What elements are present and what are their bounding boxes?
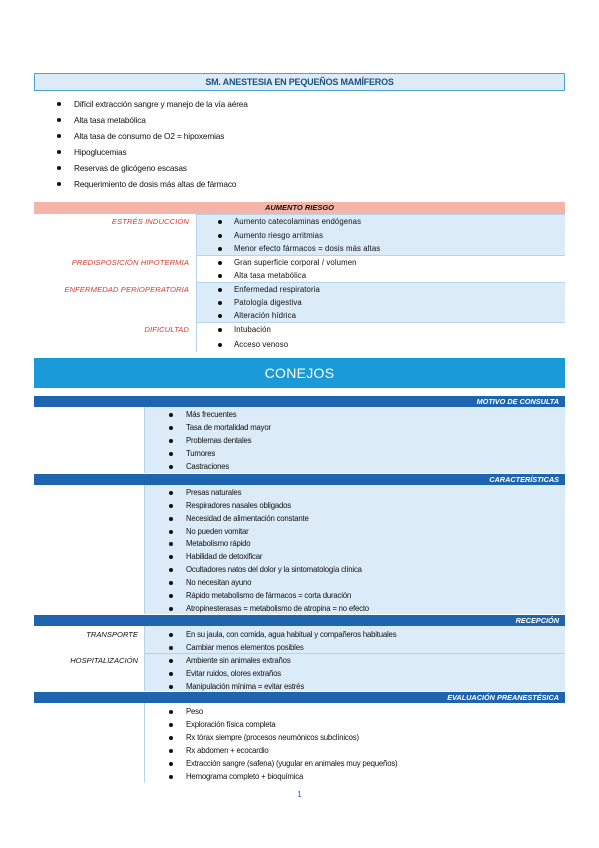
ar-item: Intubación	[234, 325, 271, 334]
ar-item: Enfermedad respiratoria	[234, 285, 320, 294]
caracteristicas-item: No necesitan ayuno	[186, 578, 252, 587]
recepcion-item: Manipulación mínima = evitar estrés	[186, 682, 305, 691]
evaluacion-divider	[144, 703, 145, 783]
evaluacion-item: Extracción sangre (safena) (yugular en animales muy pequeños)	[186, 759, 398, 768]
caracteristicas-item: No pueden vomitar	[186, 527, 249, 536]
intro-bullet: Alta tasa de consumo de O2 = hipoxemias	[74, 131, 225, 141]
motivo-item: Tumores	[186, 449, 216, 458]
evaluacion-item: Hemograma completo + bioquímica	[186, 772, 304, 781]
caracteristicas-divider	[144, 485, 145, 614]
caracteristicas-item: Habilidad de detoxificar	[186, 552, 263, 561]
evaluacion-item: Rx abdomen + ecocardio	[186, 746, 269, 755]
motivo-item: Tasa de mortalidad mayor	[186, 423, 271, 432]
ar-item: Aumento riesgo arritmias	[234, 231, 324, 240]
page-number: 1	[297, 790, 302, 799]
caracteristicas-item: Rápido metabolismo de fármacos = corta duración	[186, 591, 352, 600]
evaluacion-body	[145, 703, 565, 783]
ar-item: Alta tasa metabólica	[234, 271, 307, 280]
intro-bullet: Difícil extracción sangre y manejo de la vía aérea	[74, 99, 248, 109]
ar-item: Acceso venoso	[234, 340, 289, 349]
motivo-item: Problemas dentales	[186, 436, 252, 445]
aumento-riesgo-header: AUMENTO RIESGO	[34, 202, 565, 214]
recepcion-divider	[144, 626, 145, 691]
recepcion-item: Cambiar menos elementos posibles	[186, 643, 304, 652]
motivo-item: Castraciones	[186, 462, 230, 471]
ar-item: Menor efecto fármacos = dosis más altas	[234, 244, 381, 253]
motivo-divider	[144, 407, 145, 473]
ar-item: Gran superficie corporal / volumen	[234, 258, 357, 267]
ar-item: Alteración hídrica	[234, 311, 297, 320]
ar-label-hipotermia: PREDISPOSICIÓN HIPOTERMIA	[71, 258, 189, 267]
caracteristicas-item: Presas naturales	[186, 488, 242, 497]
conejos-banner: CONEJOS	[34, 358, 565, 388]
ar-item: Patología digestiva	[234, 298, 302, 307]
recepcion-label-transporte: TRANSPORTE	[86, 630, 138, 639]
recepcion-label-hospitalizacion: HOSPITALIZACIÓN	[70, 656, 138, 665]
recepcion-item: Evitar ruidos, olores extraños	[186, 669, 281, 678]
ar-label-estres: ESTRÉS INDUCCIÓN	[111, 217, 189, 226]
ar-item: Aumento catecolaminas endógenas	[234, 217, 362, 226]
ar-label-perioperatoria: ENFERMEDAD PERIOPERATORIA	[64, 285, 189, 294]
intro-bullet: Requerimiento de dosis más altas de fármaco	[74, 179, 237, 189]
caracteristicas-item: Ocultadores natos del dolor y la sintomatología clínica	[186, 565, 362, 574]
recepcion-item: En su jaula, con comida, agua habitual y compañeros habituales	[186, 630, 397, 639]
motivo-item: Más frecuentes	[186, 410, 237, 419]
evaluacion-item: Rx tórax siempre (procesos neumónicos subclínicos)	[186, 733, 359, 742]
ar-divider	[196, 214, 197, 352]
caracteristicas-item: Atropinesterasas = metabolismo de atropina = no efecto	[186, 604, 369, 613]
recepcion-item: Ambiente sin animales extraños	[186, 656, 291, 665]
intro-bullet: Hipoglucemias	[74, 147, 127, 157]
ar-label-dificultad: DIFICULTAD	[144, 325, 189, 334]
caracteristicas-item: Metabolismo rápido	[186, 539, 251, 548]
intro-bullet: Alta tasa metabólica	[74, 115, 146, 125]
evaluacion-item: Exploración física completa	[186, 720, 276, 729]
caracteristicas-header: CARACTERÍSTICAS	[34, 474, 565, 485]
caracteristicas-item: Necesidad de alimentación constante	[186, 514, 309, 523]
recepcion-row-divider	[145, 653, 565, 654]
intro-bullet: Reservas de glicógeno escasas	[74, 163, 187, 173]
evaluacion-header: EVALUACIÓN PREANESTÉSICA	[34, 692, 565, 703]
evaluacion-item: Peso	[186, 707, 203, 716]
motivo-header: MOTIVO DE CONSULTA	[34, 396, 565, 407]
caracteristicas-item: Respiradores nasales obligados	[186, 501, 291, 510]
document-title: SM. ANESTESIA EN PEQUEÑOS MAMÍFEROS	[34, 73, 565, 91]
recepcion-header: RECEPCIÓN	[34, 615, 565, 626]
